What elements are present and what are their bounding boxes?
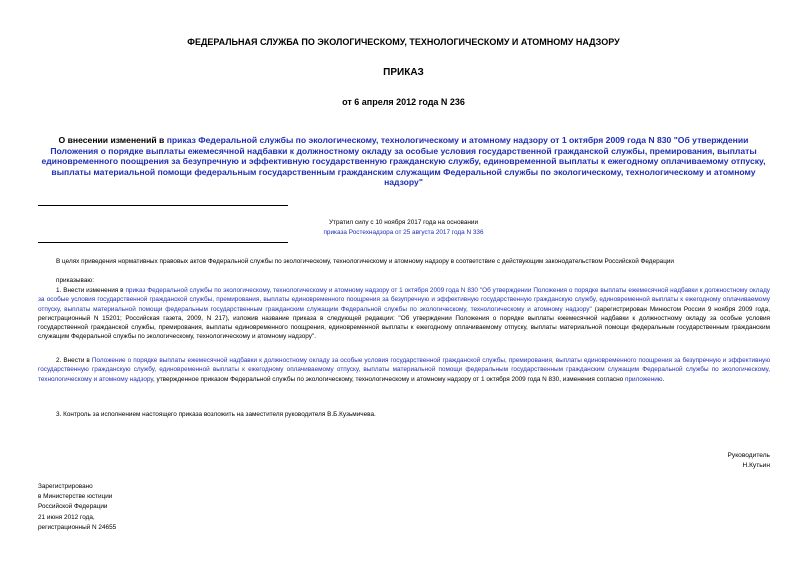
registration-line: в Министерстве юстиции — [38, 493, 113, 501]
document-type: ПРИКАЗ — [383, 67, 424, 78]
agency-heading: ФЕДЕРАЛЬНАЯ СЛУЖБА ПО ЭКОЛОГИЧЕСКОМУ, ТЕХНОЛОГИЧЕСКОМУ И АТОМНОМУ НАДЗОРУ — [187, 37, 620, 47]
status-divider-top — [38, 205, 288, 206]
registration-line: 21 июня 2012 года, — [38, 513, 95, 521]
item-2-text-b: , утвержденное приказом Федеральной службы по экологическому, технологическому и атомному надзору от 1 октября 2009 года N 830, изменения согласно — [152, 375, 625, 383]
item-1-text-a: 1. Внести изменения в — [56, 287, 126, 294]
document-subject — [40, 135, 767, 188]
registration-block — [38, 482, 116, 533]
document-date-number: от 6 апреля 2012 года N 236 — [342, 97, 465, 107]
signature-name: Н.Кутьин — [742, 462, 770, 469]
item-2-appendix-link[interactable]: приложению — [625, 375, 663, 383]
signature-title: Руководитель — [727, 452, 770, 459]
order-word: приказываю: — [56, 277, 94, 284]
preamble-paragraph: В целях приведения нормативных правовых актов Федеральной службы по экологическому, технологическому и атомному надзору в соответствие с действующим законодательством Российской Федерации — [56, 258, 675, 265]
registration-line: регистрационный N 24655 — [38, 523, 117, 531]
subject-text: О внесении изменений в — [58, 135, 167, 145]
item-1-paragraph — [38, 286, 770, 342]
item-1-text-b: (зарегистрирован Минюстом России 9 ноября 2009 года, регистрационный N 15201; Российская газета, 2009, N 217), изложив название приказа в следующей редакции: "Об утверждении Положения о порядке выплаты ежемесячной надбавки к должностному окладу за особые условия государственной гражданской службы, премирования, выплаты единовременного поощрения, единовременной выплаты к ежегодному оплачиваемому отпуску, выплаты материальной помощи федеральным государственным гражданским служащим Федеральной службы по экологическому, технологическому и атомному надзору". — [38, 305, 770, 341]
item-2-paragraph — [38, 356, 770, 384]
registration-line: Зарегистрировано — [38, 483, 93, 490]
item-2-regulation-link[interactable]: Положение о порядке выплаты ежемесячной надбавки к должностному окладу за особые условия государственной гражданской службы, премирования, выплаты единовременного поощрения за безупречную и эффективную государственную гражданскую службу, единовременной выплаты к ежегодному оплачиваемому отпуску, выплаты материальной помощи федеральным государственным гражданским служащим Федеральной службы по экологическому, технологическому и атомному надзору — [38, 357, 770, 383]
item-2-text-a: 2. Внести в — [56, 357, 92, 364]
item-2-text-c: . — [662, 375, 665, 383]
status-repeal-order-link[interactable]: приказа Ростехнадзора от 25 августа 2017 года N 336 — [323, 229, 484, 236]
status-text: Утратил силу с 10 ноября 2017 года на основании — [328, 219, 479, 226]
item-3-paragraph: 3. Контроль за исполнением настоящего приказа возложить на заместителя руководителя В.Б.Кузьмичева. — [56, 411, 376, 418]
item-1-order-link[interactable]: приказ Федеральной службы по экологическому, технологическому и атомному надзору от 1 октября 2009 года N 830 "Об утверждении Положения о порядке выплаты ежемесячной надбавки к должностному окладу за особые условия государственной гражданской службы, премирования, выплаты единовременного поощрения за безупречную и эффективную государственную гражданскую службу, единовременной выплаты к ежегодному оплачиваемому отпуску, выплаты материальной помощи федеральным государственным гражданским служащим Федеральной службы по экологическому, технологическому и атомному надзору" — [38, 287, 770, 313]
subject-amended-order-link[interactable]: приказ Федеральной службы по экологическому, технологическому и атомному надзору от 1 октября 2009 года N 830 "Об утверждении Положения о порядке выплаты ежемесячной надбавки к должностному окладу за особые условия государственной гражданской службы, премирования, выплаты единовременного поощрения за безупречную и эффективную государственную гражданскую службу, единовременной выплаты к ежегодному оплачиваемому отпуску, выплаты материальной помощи федеральным государственным гражданским служащим Федеральной службы по экологическому, технологическому и атомному надзору" — [41, 135, 766, 187]
registration-line: Российской Федерации — [38, 503, 108, 511]
status-divider-bottom — [38, 242, 288, 243]
